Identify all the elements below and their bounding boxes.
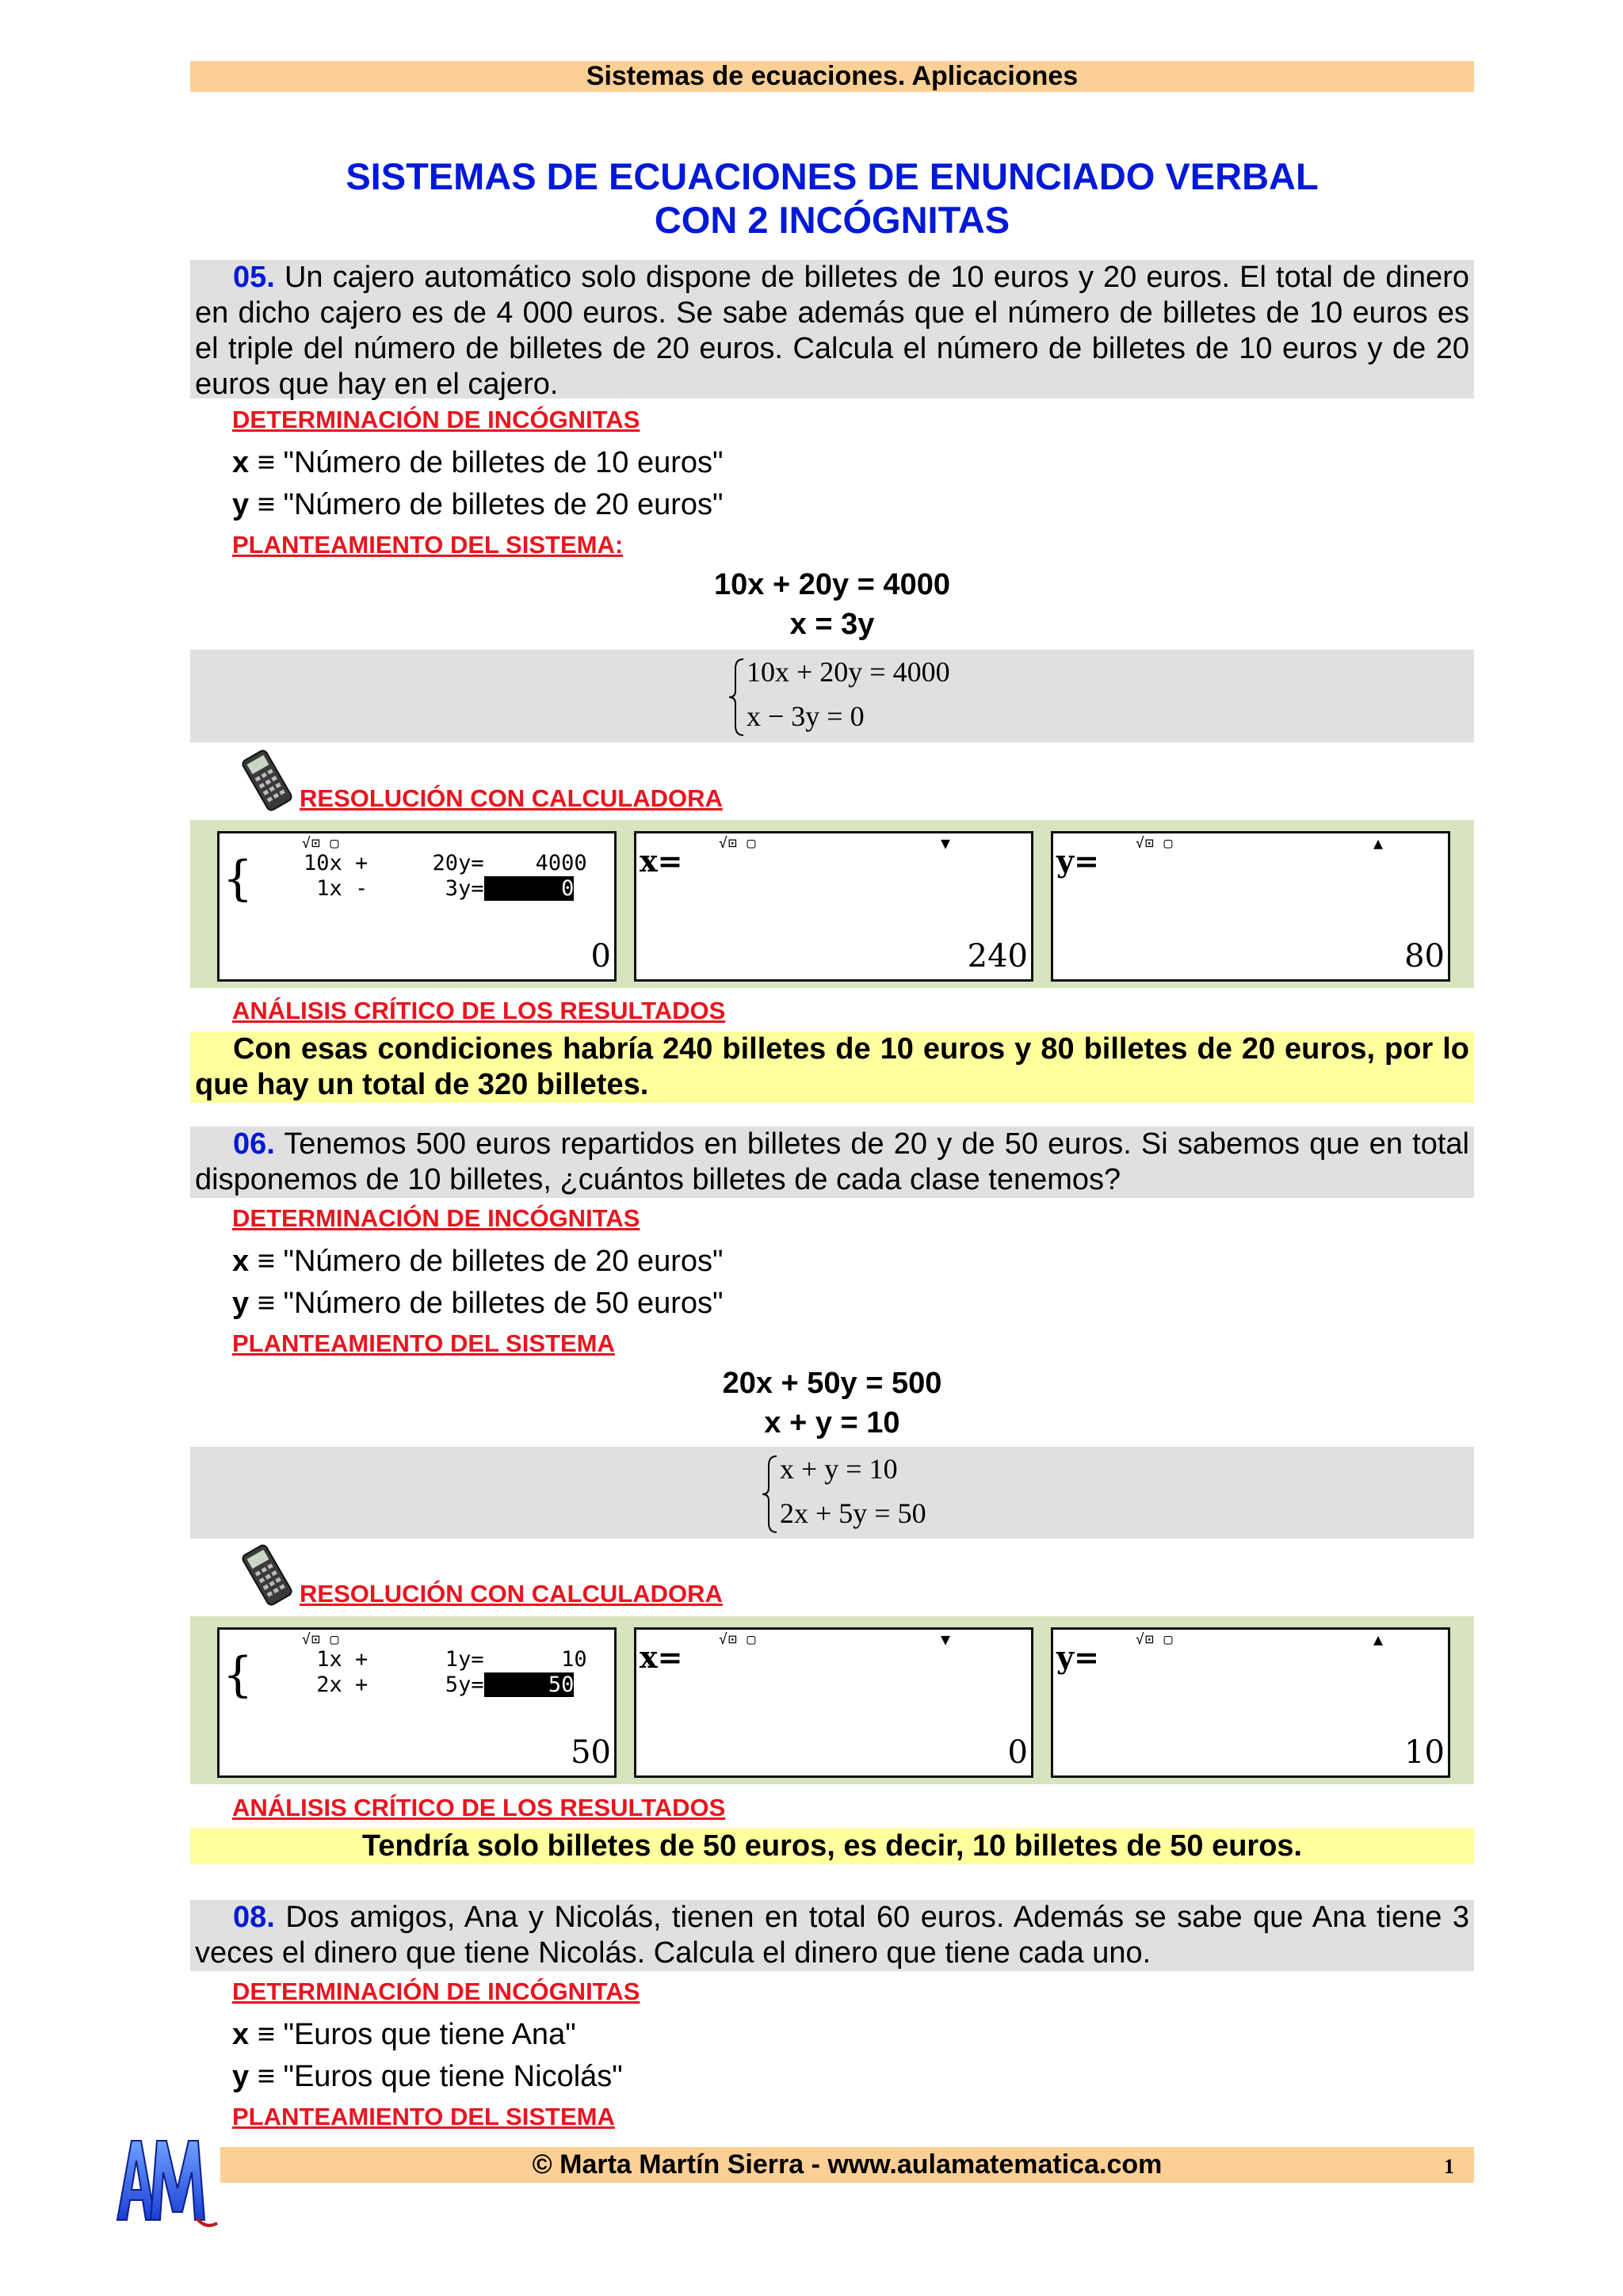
p05-calc-row-1: 10x + 20y= 4000: [304, 851, 587, 875]
problem-08-number: 08.: [233, 1901, 275, 1934]
p05-calc-screen-x: [634, 831, 1033, 982]
problem-05-statement: [190, 260, 1474, 399]
page-title-line-1: SISTEMAS DE ECUACIONES DE ENUNCIADO VERBAL: [346, 155, 1319, 197]
p06-analisis-heading: ANÁLISIS CRÍTICO DE LOS RESULTADOS: [232, 1794, 726, 1821]
calc-indicator: √⊡ ▢: [302, 1631, 340, 1648]
p08-var-y: y ≡ "Euros que tiene Nicolás": [232, 2060, 623, 2093]
p05-analisis-heading: ANÁLISIS CRÍTICO DE LOS RESULTADOS: [232, 997, 726, 1024]
p05-determinacion-heading: DETERMINACIÓN DE INCÓGNITAS: [232, 406, 640, 433]
arrow-down-icon: ▼: [941, 1630, 952, 1649]
p06-calc-row-2: 2x + 5y= 50: [304, 1672, 575, 1697]
p05-calc-x-value: 240: [967, 938, 1028, 974]
p06-equation-1: 20x + 50y = 500: [722, 1367, 942, 1400]
calc-brace: {: [223, 1647, 254, 1703]
p05-calc-screen-y: [1051, 831, 1450, 982]
p06-calc-screen-x: [634, 1627, 1033, 1778]
problem-06-statement: [190, 1127, 1474, 1198]
calc-indicator: √⊡ ▢: [1136, 835, 1174, 852]
p05-system-eq1: 10x + 20y = 4000: [747, 656, 950, 688]
p05-var-x: x ≡ "Número de billetes de 10 euros": [232, 446, 724, 479]
p05-equation-1: 10x + 20y = 4000: [714, 568, 950, 601]
arrow-up-icon: ▲: [1373, 1630, 1384, 1649]
p08-determinacion-heading: DETERMINACIÓN DE INCÓGNITAS: [232, 1978, 640, 2005]
p06-system-eq2: 2x + 5y = 50: [780, 1497, 926, 1529]
problem-06-number: 06.: [233, 1127, 275, 1161]
p06-var-y: y ≡ "Número de billetes de 50 euros": [232, 1287, 724, 1320]
p05-calc-row-2: 1x - 3y= 0: [304, 876, 575, 901]
page-header: Sistemas de ecuaciones. Aplicaciones: [190, 61, 1474, 92]
aulamatematica-logo: [109, 2125, 220, 2236]
problem-05-number: 05.: [233, 261, 275, 294]
p05-conclusion: Con esas condiciones habría 240 billetes de 10 euros y 80 billetes de 20 euros, por lo que hay un total de 320 billetes.: [190, 1032, 1474, 1103]
calc-y-label: y=: [1056, 843, 1099, 879]
page-number: 1: [1444, 2155, 1454, 2178]
p06-calc-screen-y: [1051, 1627, 1450, 1778]
problem-08-text: Dos amigos, Ana y Nicolás, tienen en total 60 euros. Además se sabe que Ana tiene 3 veces el dinero que tiene Nicolás. Calcula el dinero que tiene cada uno.: [195, 1901, 1469, 1970]
p06-calc-x-value: 0: [1007, 1734, 1028, 1771]
p06-resolucion-heading: RESOLUCIÓN CON CALCULADORA: [300, 1580, 723, 1608]
problem-08-statement: [190, 1900, 1474, 1971]
p05-calc-screen-equations: [217, 831, 617, 982]
p08-planteamiento-heading: PLANTEAMIENTO DEL SISTEMA: [232, 2103, 615, 2130]
p06-system-eq1: x + y = 10: [780, 1453, 898, 1485]
calc-indicator: √⊡ ▢: [719, 1631, 757, 1648]
p06-calculator-band: [190, 1616, 1474, 1784]
p06-planteamiento-heading: PLANTEAMIENTO DEL SISTEMA: [232, 1329, 615, 1357]
p05-system-box: [190, 650, 1474, 742]
p05-var-y: y ≡ "Número de billetes de 20 euros": [232, 488, 724, 521]
p06-calc-screen-equations: [217, 1627, 617, 1778]
p06-equation-2: x + y = 10: [764, 1406, 900, 1440]
p05-system-brace: [727, 656, 747, 738]
page-footer: © Marta Martín Sierra - www.aulamatematica.com: [220, 2147, 1474, 2183]
p06-calc-row-1: 1x + 1y= 10: [304, 1647, 587, 1672]
p06-system-box: [190, 1447, 1474, 1539]
calc-indicator: √⊡ ▢: [1136, 1631, 1174, 1648]
p05-calculator-band: [190, 820, 1474, 988]
arrow-down-icon: ▼: [941, 833, 952, 852]
p05-calc-bottom-value: 0: [590, 938, 611, 974]
p05-resolucion-heading: RESOLUCIÓN CON CALCULADORA: [300, 784, 723, 812]
p05-planteamiento-heading: PLANTEAMIENTO DEL SISTEMA:: [232, 531, 624, 559]
calc-brace: {: [223, 851, 254, 906]
calc-y-label: y=: [1056, 1639, 1099, 1675]
p06-var-x: x ≡ "Número de billetes de 20 euros": [232, 1245, 724, 1278]
page-title-line-2: CON 2 INCÓGNITAS: [654, 199, 1010, 241]
p05-calc-y-value: 80: [1404, 938, 1445, 974]
calculator-icon: [238, 749, 296, 812]
p06-calc-y-value: 10: [1404, 1734, 1445, 1771]
p06-conclusion: Tendría solo billetes de 50 euros, es decir, 10 billetes de 50 euros.: [190, 1829, 1474, 1864]
problem-05-text: Un cajero automático solo dispone de billetes de 10 euros y 20 euros. El total de dinero en dicho cajero es de 4 000 euros. Se sabe además que el número de billetes de 10 euros es el triple del número de billetes de 20 euros. Calcula el número de billetes de 10 euros y de 20 euros que hay en el cajero.: [195, 261, 1469, 401]
p06-calc-bottom-value: 50: [571, 1734, 611, 1771]
calculator-icon: [238, 1543, 296, 1607]
p05-system-eq2: x − 3y = 0: [747, 700, 865, 732]
calc-x-label: x=: [640, 843, 683, 879]
p06-system-brace: [761, 1453, 780, 1535]
p08-var-x: x ≡ "Euros que tiene Ana": [232, 2018, 576, 2051]
calc-indicator: √⊡ ▢: [719, 835, 757, 852]
calc-indicator: √⊡ ▢: [302, 835, 340, 852]
p05-equation-2: x = 3y: [789, 608, 875, 641]
problem-06-text: Tenemos 500 euros repartidos en billetes de 20 y de 50 euros. Si sabemos que en total disponemos de 10 billetes, ¿cuántos billetes de cada clase tenemos?: [195, 1127, 1469, 1196]
arrow-up-icon: ▲: [1373, 833, 1384, 852]
p06-determinacion-heading: DETERMINACIÓN DE INCÓGNITAS: [232, 1204, 640, 1232]
calc-x-label: x=: [640, 1639, 683, 1675]
